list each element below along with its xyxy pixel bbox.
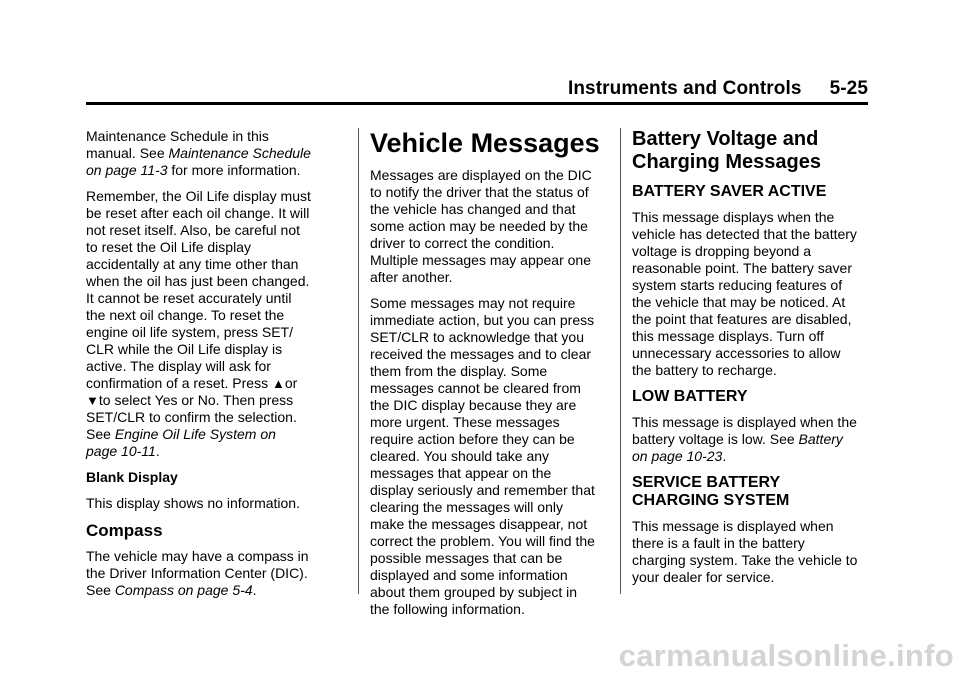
paragraph-service-battery: This message is displayed when there is a fault in the battery charging system. Take the vehicle to your dealer for service.	[632, 518, 858, 585]
paragraph-maintenance: Maintenance Schedule in this manual. See Maintenance Schedule on page 11-3 for more information.	[86, 128, 311, 178]
page-number: 5-25	[829, 78, 868, 99]
paragraph-oil-life: Remember, the Oil Life display must be reset after each oil change. It will not reset itself. Also, be careful not to reset the Oil Life display accidentally at any time other than when the oil has just been changed. It cannot be reset accurately until the next oil change. To reset the engine oil life system, press SET/ CLR while the Oil Life display is active. The display will ask for confirmation of a reset. Press ▲or ▼to select Yes or No. Then press SET/CLR to confirm the selection. See Engine Oil Life System on page 10-11.	[86, 188, 311, 459]
paragraph-compass: The vehicle may have a compass in the Driver Information Center (DIC). See Compass on page 5-4.	[86, 548, 309, 598]
paragraph-low-battery: This message is displayed when the battery voltage is low. See Battery on page 10-23.	[632, 414, 857, 464]
battery-link[interactable]: Battery	[798, 431, 843, 447]
column-divider	[358, 128, 359, 594]
battery-messages-heading: Battery Voltage and Charging Messages	[632, 128, 821, 173]
paragraph-clearing-messages: Some messages may not require immediate action, but you can press SET/CLR to acknowledge that you received the messages and to clear them from the display. Some messages cannot be cleared from the DIC display because they are more urgent. These messages require action before they can be cleared. You should take any messages that appear on the display seriously and remember that clearing the messages will only make the messages disappear, not correct the problem. You will find the possible messages that can be displayed and some information about them grouped by subject in the following information.	[370, 295, 595, 617]
low-battery-heading: LOW BATTERY	[632, 388, 748, 405]
column-right	[632, 128, 874, 595]
column-middle	[370, 128, 610, 627]
page-header	[520, 78, 868, 100]
vehicle-messages-heading: Vehicle Messages	[370, 128, 600, 158]
paragraph-vehicle-messages: Messages are displayed on the DIC to notify the driver that the status of the vehicle has changed and that some action may be needed by the driver to correct the condition. Multiple messages may appear one after another.	[370, 167, 592, 285]
down-triangle-icon: ▼	[86, 393, 99, 408]
battery-page-link[interactable]: on page 10-23	[632, 448, 723, 464]
engine-oil-life-page-link[interactable]: page 10-11	[86, 443, 156, 459]
service-battery-heading: SERVICE BATTERY CHARGING SYSTEM	[632, 474, 790, 509]
maintenance-schedule-link[interactable]: Maintenance Schedule	[168, 145, 311, 161]
maintenance-schedule-page-link[interactable]: on page 11-3	[86, 162, 168, 178]
compass-heading: Compass	[86, 521, 163, 540]
compass-link[interactable]: Compass on page 5-4	[114, 582, 253, 598]
header-rule	[86, 102, 868, 105]
blank-display-text: This display shows no information.	[86, 495, 300, 511]
column-divider	[620, 128, 621, 594]
engine-oil-life-link[interactable]: Engine Oil Life System on	[114, 426, 276, 442]
column-left	[86, 128, 348, 608]
battery-saver-heading: BATTERY SAVER ACTIVE	[632, 183, 827, 200]
blank-display-heading: Blank Display	[86, 469, 178, 485]
section-title: Instruments and Controls	[567, 78, 802, 99]
paragraph-battery-saver: This message displays when the vehicle has detected that the battery voltage is dropping beyond a reasonable point. The battery saver system starts reducing features of the vehicle that may be noticed. At the point that features are disabled, this message displays. Turn off unnecessary accessories to allow the battery to recharge.	[632, 209, 857, 378]
watermark: carmanualsonline.info	[618, 638, 954, 673]
up-triangle-icon: ▲	[271, 376, 285, 391]
